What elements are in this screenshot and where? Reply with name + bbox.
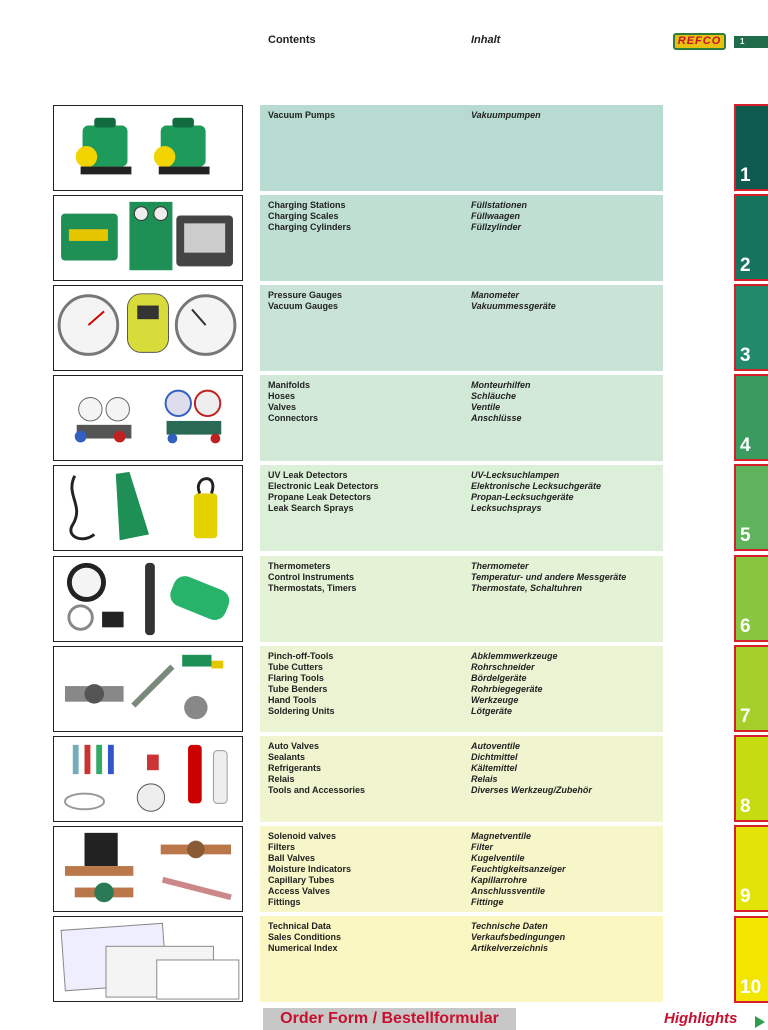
order-form-button[interactable]: Order Form / Bestellformular [263, 1008, 516, 1030]
english-item: Propane Leak Detectors [268, 492, 372, 502]
english-item: UV Leak Detectors [268, 470, 348, 480]
german-item: Werkzeuge [471, 695, 519, 705]
product-image [53, 646, 243, 732]
product-image [53, 195, 243, 281]
section-tab[interactable] [734, 735, 768, 822]
section-tab-number: 7 [740, 706, 751, 727]
section-band[interactable] [260, 916, 663, 1002]
english-item: Leak Search Sprays [268, 503, 354, 513]
german-item: Füllstationen [471, 200, 527, 210]
section-tab[interactable] [734, 284, 768, 371]
german-item: Kugelventile [471, 853, 525, 863]
german-item: Feuchtigkeitsanzeiger [471, 864, 566, 874]
english-item: Connectors [268, 413, 319, 423]
german-item: Temperatur- und andere Messgeräte [471, 572, 627, 582]
german-item: Elektronische Lecksuchgeräte [471, 481, 602, 491]
english-items [268, 200, 351, 233]
section-row[interactable] [53, 285, 663, 371]
german-item: Autoventile [471, 741, 521, 751]
arrow-right-icon[interactable] [755, 1016, 765, 1028]
german-item: Thermometer [471, 561, 529, 571]
section-band[interactable] [260, 195, 663, 281]
section-tab[interactable] [734, 464, 768, 551]
page-number: 1 [734, 36, 768, 48]
english-item: Control Instruments [268, 572, 355, 582]
german-items [471, 561, 626, 594]
english-item: Capillary Tubes [268, 875, 335, 885]
english-items [268, 921, 341, 954]
german-item: Rohrbiegegeräte [471, 684, 543, 694]
english-items [268, 561, 356, 594]
german-item: Vakuummessgeräte [471, 301, 556, 311]
german-item: Filter [471, 842, 494, 852]
german-item: Ventile [471, 402, 501, 412]
section-tab-number: 8 [740, 796, 751, 817]
german-item: Kältemittel [471, 763, 518, 773]
section-band[interactable] [260, 285, 663, 371]
english-item: Filters [268, 842, 296, 852]
section-tab[interactable] [734, 825, 768, 912]
english-items [268, 110, 335, 121]
section-tab-number: 3 [740, 345, 751, 366]
section-row[interactable] [53, 375, 663, 461]
section-band[interactable] [260, 556, 663, 642]
german-item: Kapillarrohre [471, 875, 528, 885]
german-item: Dichtmittel [471, 752, 518, 762]
german-item: Schläuche [471, 391, 517, 401]
section-tab-number: 10 [740, 977, 762, 998]
english-item: Valves [268, 402, 297, 412]
german-items [471, 831, 566, 908]
german-item: Vakuumpumpen [471, 110, 541, 120]
german-item: Lecksuchsprays [471, 503, 542, 513]
german-item: Manometer [471, 290, 520, 300]
section-row[interactable] [53, 826, 663, 912]
english-item: Sales Conditions [268, 932, 342, 942]
english-item: Tube Benders [268, 684, 328, 694]
english-item: Thermostats, Timers [268, 583, 357, 593]
product-image [53, 826, 243, 912]
section-tab-number: 6 [740, 616, 751, 637]
german-item: Propan-Lecksuchgeräte [471, 492, 574, 502]
section-row[interactable] [53, 736, 663, 822]
english-item: Hand Tools [268, 695, 317, 705]
product-image [53, 465, 243, 551]
product-image [53, 556, 243, 642]
german-item: Rohrschneider [471, 662, 535, 672]
english-item: Charging Cylinders [268, 222, 352, 232]
german-item: Füllwaagen [471, 211, 521, 221]
english-items [268, 380, 318, 424]
german-item: Thermostate, Schaltuhren [471, 583, 583, 593]
section-tab-number: 2 [740, 255, 751, 276]
english-item: Solenoid valves [268, 831, 337, 841]
english-item: Charging Stations [268, 200, 346, 210]
english-item: Technical Data [268, 921, 331, 931]
english-item: Tube Cutters [268, 662, 323, 672]
section-tab[interactable] [734, 374, 768, 461]
english-item: Hoses [268, 391, 296, 401]
english-item: Thermometers [268, 561, 331, 571]
section-band[interactable] [260, 646, 663, 732]
german-items [471, 651, 558, 717]
english-item: Auto Valves [268, 741, 320, 751]
english-item: Vacuum Pumps [268, 110, 336, 120]
german-item: Technische Daten [471, 921, 548, 931]
english-item: Relais [268, 774, 295, 784]
section-band[interactable] [260, 826, 663, 912]
german-items [471, 290, 556, 312]
contents-heading: Contents [268, 34, 316, 46]
english-item: Soldering Units [268, 706, 335, 716]
german-item: UV-Lecksuchlampen [471, 470, 560, 480]
english-item: Tools and Accessories [268, 785, 366, 795]
english-item: Manifolds [268, 380, 310, 390]
english-item: Refrigerants [268, 763, 322, 773]
section-band[interactable] [260, 105, 663, 191]
german-item: Fittinge [471, 897, 504, 907]
german-item: Anschlussventile [471, 886, 546, 896]
german-items [471, 470, 601, 514]
section-tab[interactable] [734, 194, 768, 281]
english-item: Sealants [268, 752, 306, 762]
product-image [53, 375, 243, 461]
german-item: Anschlüsse [471, 413, 522, 423]
section-band[interactable] [260, 465, 663, 551]
german-items [471, 921, 565, 954]
english-item: Fittings [268, 897, 301, 907]
section-row[interactable] [53, 465, 663, 551]
section-tab-number: 5 [740, 525, 751, 546]
section-tab[interactable] [734, 555, 768, 642]
german-item: Lötgeräte [471, 706, 513, 716]
english-items [268, 831, 351, 908]
section-tab[interactable] [734, 104, 768, 191]
product-image [53, 105, 243, 191]
english-item: Electronic Leak Detectors [268, 481, 379, 491]
english-item: Pressure Gauges [268, 290, 343, 300]
section-band[interactable] [260, 736, 663, 822]
english-item: Access Valves [268, 886, 331, 896]
english-item: Numerical Index [268, 943, 338, 953]
section-band[interactable] [260, 375, 663, 461]
section-tab-number: 4 [740, 435, 751, 456]
product-image [53, 916, 243, 1002]
section-row[interactable] [53, 646, 663, 732]
product-image [53, 736, 243, 822]
section-row[interactable] [53, 105, 663, 191]
english-item: Flaring Tools [268, 673, 324, 683]
english-item: Pinch-off-Tools [268, 651, 334, 661]
english-item: Charging Scales [268, 211, 339, 221]
german-items [471, 380, 531, 424]
german-items [471, 200, 527, 233]
german-item: Magnetventile [471, 831, 532, 841]
english-item: Vacuum Gauges [268, 301, 339, 311]
german-item: Relais [471, 774, 498, 784]
section-row[interactable] [53, 916, 663, 1002]
german-item: Verkaufsbedingungen [471, 932, 566, 942]
section-row[interactable] [53, 195, 663, 281]
section-tab-number: 1 [740, 165, 751, 186]
english-items [268, 470, 379, 514]
section-row[interactable] [53, 556, 663, 642]
german-items [471, 110, 541, 121]
product-image [53, 285, 243, 371]
german-item: Abklemmwerkzeuge [471, 651, 558, 661]
german-item: Artikelverzeichnis [471, 943, 549, 953]
refco-logo: REFCO [673, 33, 726, 50]
english-items [268, 651, 335, 717]
german-item: Diverses Werkzeug/Zubehör [471, 785, 592, 795]
english-items [268, 290, 342, 312]
german-items [471, 741, 592, 796]
german-item: Bördelgeräte [471, 673, 527, 683]
section-tab[interactable] [734, 645, 768, 732]
german-item: Füllzylinder [471, 222, 522, 232]
english-items [268, 741, 365, 796]
section-tab[interactable] [734, 916, 768, 1003]
highlights-link[interactable]: Highlights [664, 1010, 738, 1027]
german-item: Monteurhilfen [471, 380, 531, 390]
section-tab-number: 9 [740, 886, 751, 907]
english-item: Ball Valves [268, 853, 316, 863]
inhalt-heading: Inhalt [471, 34, 501, 46]
english-item: Moisture Indicators [268, 864, 352, 874]
